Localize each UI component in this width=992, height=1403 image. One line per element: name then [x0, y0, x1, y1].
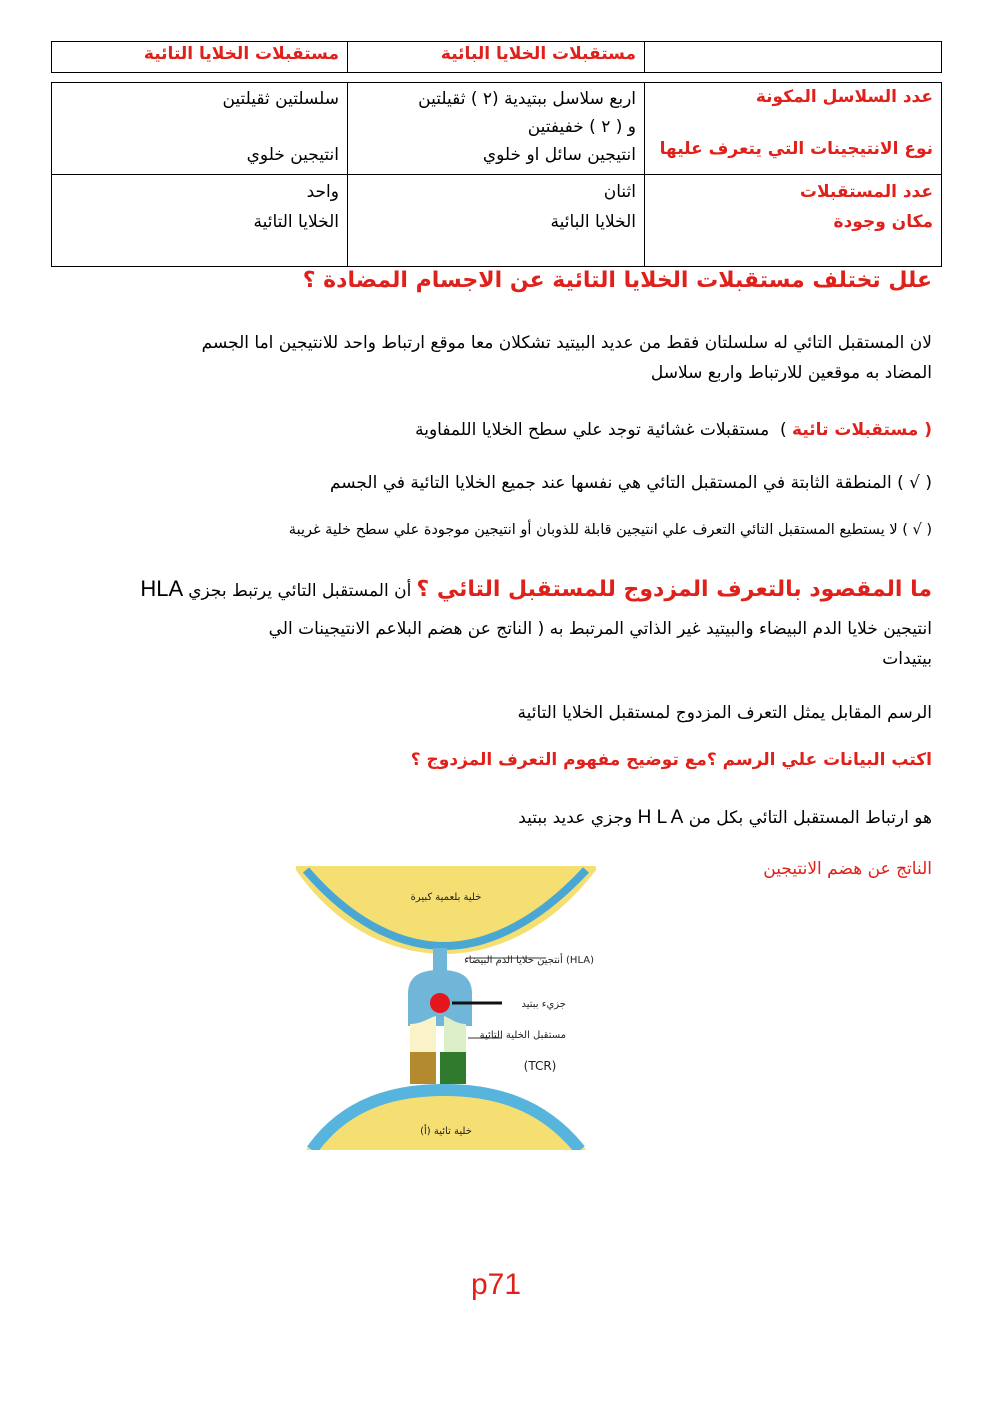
row2-t-line1: واحد	[306, 182, 339, 202]
answer-3-start: هو ارتباط المستقبل التائي بكل من	[688, 808, 932, 828]
question-2-title: ما المقصود بالتعرف المزدوج للمستقبل التائي ؟	[416, 577, 932, 602]
row2-b-line2: الخلايا البائية	[550, 212, 636, 232]
row2-t-cell	[52, 175, 348, 267]
fill-in-item	[52, 415, 932, 445]
row2-b-cell	[348, 175, 645, 267]
answer-2-hla: HLA	[140, 576, 184, 601]
row1-b-cell	[348, 83, 645, 175]
answer-1-line2: المضاد به موقعين للارتباط واربع سلاسل	[650, 363, 932, 383]
row1-b-line1: اربع سلاسل ببتيدية (٢ ) ثقيلتين	[418, 89, 636, 109]
comparison-table	[51, 82, 942, 267]
row1-b-line2: و ( ٢ ) خفيفتين	[527, 117, 636, 137]
fill-open: (	[918, 420, 932, 440]
tcr-constant-right	[440, 1052, 466, 1084]
answer-3-end: وجزي عديد ببتيد	[518, 808, 633, 828]
true-false-item-1	[52, 468, 932, 498]
tf2-text: لا يستطيع المستقبل التائي التعرف علي انتيجين قابلة للذوبان أو انتيجين موجودة علي سطح خلية غريبة	[288, 522, 898, 538]
answer-3-red-line: الناتج عن هضم الانتيجين	[763, 859, 932, 879]
dual-recognition-diagram	[296, 866, 596, 1150]
row1-t-cell	[52, 83, 348, 175]
row2-b-line1: اثنان	[603, 182, 636, 202]
peptide-molecule	[430, 993, 450, 1013]
answer-2-continued	[52, 614, 932, 674]
question-1-answer	[52, 328, 932, 388]
row2-label-a: عدد المستقبلات	[799, 182, 933, 202]
fill-text: مستقبلات غشائية توجد علي سطح الخلايا اللمفاوية	[415, 420, 770, 440]
row2-label-b: مكان وجودة	[833, 212, 933, 232]
row2-label-cell	[645, 175, 942, 267]
row1-t-line1: سلسلتين ثقيلتين	[222, 89, 339, 109]
row2-t-line2: الخلايا التائية	[253, 212, 339, 232]
t-cell-label: خلية تائية (أ)	[420, 1126, 472, 1137]
question-3-title: اكتب البيانات علي الرسم ؟مع توضيح مفهوم التعرف المزدوج ؟	[410, 750, 932, 770]
header-t-receptors: مستقبلات الخلايا التائية	[52, 42, 348, 73]
table-row	[52, 83, 942, 175]
peptide-label: جزيء ببتيد	[521, 999, 566, 1010]
true-false-item-2	[52, 522, 932, 538]
page-number: p71	[470, 1268, 522, 1301]
answer-2-start: أن المستقبل التائي يرتبط بجزي	[188, 581, 412, 601]
header-b-receptors: مستقبلات الخلايا البائية	[348, 42, 645, 73]
answer-2-line2: انتيجين خلايا الدم البيضاء والبيتيد غير الذاتي المرتبط به ( الناتج عن هضم البلاعم الانتيجينات الي	[268, 619, 932, 639]
row1-label-cell	[645, 83, 942, 175]
row1-b-line3: انتيجين سائل او خلوي	[482, 145, 636, 165]
macrophage-label: خلية بلعمية كبيرة	[410, 892, 482, 903]
tcr-constant-left	[410, 1052, 436, 1084]
answer-3	[52, 803, 932, 833]
tcr-label-1: مستقبل الخلية التائية	[479, 1030, 566, 1041]
tcr-label-2: (TCR)	[523, 1059, 557, 1073]
row1-t-line2: انتيجين خلوي	[246, 145, 339, 165]
header-empty-cell	[645, 42, 942, 73]
check-mark-icon: ( √ )	[897, 473, 932, 493]
row1-label-a: عدد السلاسل المكونة	[755, 87, 933, 107]
check-mark-icon: ( √ )	[902, 522, 932, 538]
figure-caption: الرسم المقابل يمثل التعرف المزدوج لمستقبل الخلايا التائية	[517, 703, 932, 723]
answer-1-line1: لان المستقبل التائي له سلسلتان فقط من عديد البيتيد تشكلان معا موقع ارتباط واحد للانتيجين اما الجسم	[201, 333, 932, 353]
answer-3-hla: H L A	[637, 807, 684, 828]
fill-term: مستقبلات تائية	[792, 420, 919, 440]
header-table	[51, 41, 942, 73]
tf1-text: المنطقة الثابتة في المستقبل التائي هي نفسها عند جميع الخلايا التائية في الجسم	[329, 473, 892, 493]
answer-2-line3: بيتيدات	[882, 649, 932, 669]
table-row	[52, 175, 942, 267]
question-2	[52, 572, 932, 608]
row1-label-b: نوع الانتيجينات التي يتعرف عليها	[659, 139, 933, 159]
hla-label: أنتجين خلايا الدم البيضاء (HLA)	[464, 955, 594, 966]
fill-close: )	[780, 420, 793, 440]
question-1-title: علل تختلف مستقبلات الخلايا التائية عن الاجسام المضادة ؟	[302, 268, 932, 293]
